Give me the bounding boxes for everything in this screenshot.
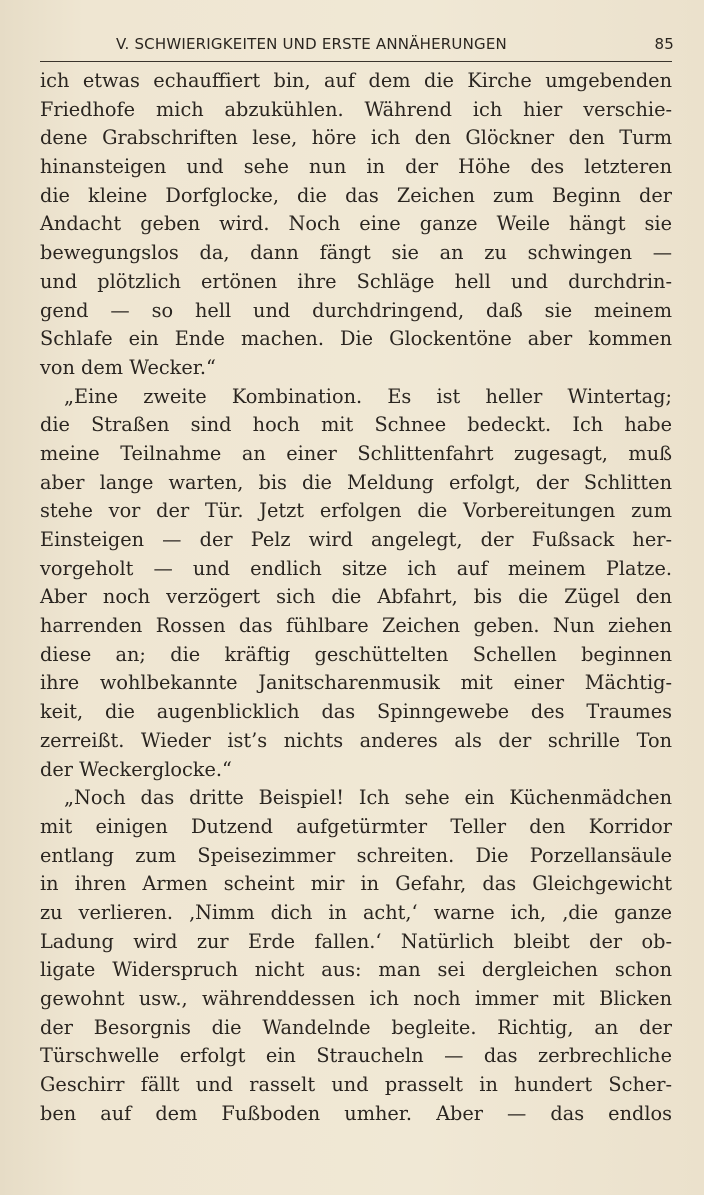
text-line: „Eine zweite Kombination. Es ist heller Wintertag; <box>64 384 672 408</box>
text-line: gend — so hell und durchdringend, daß sie meinem <box>40 298 672 322</box>
text-line: meine Teilnahme an einer Schlittenfahrt zugesagt, muß <box>40 441 672 465</box>
page-number: 85 <box>654 35 674 53</box>
text-line: ich etwas echauffiert bin, auf dem die Kirche umgebenden <box>40 69 672 92</box>
text-line: der Weckerglocke.“ <box>40 757 232 781</box>
body-text <box>40 67 672 1128</box>
text-line: „Noch das dritte Beispiel! Ich sehe ein Küchenmädchen <box>64 786 672 810</box>
text-line: ben auf dem Fußboden umher. Aber — das endlos <box>40 1101 672 1125</box>
text-line: Türschwelle erfolgt ein Straucheln — das zerbrechliche <box>40 1044 672 1068</box>
text-line: hinansteigen und sehe nun in der Höhe des letzteren <box>40 155 672 179</box>
text-line: zerreißt. Wieder ist’s nichts anderes als der schrille Ton <box>40 728 672 752</box>
text-line: entlang zum Speisezimmer schreiten. Die Porzellansäule <box>40 843 672 867</box>
text-line: zu verlieren. ‚Nimm dich in acht,‘ warne ich, ‚die ganze <box>40 900 672 924</box>
text-line: die Straßen sind hoch mit Schnee bedeckt. Ich habe <box>40 413 672 437</box>
text-line: vorgeholt — und endlich sitze ich auf meinem Platze. <box>40 556 672 580</box>
text-line: ligate Widerspruch nicht aus: man sei dergleichen schon <box>40 958 672 982</box>
text-line: keit, die augenblicklich das Spinngewebe des Traumes <box>40 700 672 724</box>
chapter-title: V. SCHWIERIGKEITEN UND ERSTE ANNÄHERUNGEN <box>116 35 507 53</box>
text-line: der Besorgnis die Wandelnde begleite. Richtig, an der <box>40 1015 672 1039</box>
text-line: die kleine Dorfglocke, die das Zeichen zum Beginn der <box>40 183 672 207</box>
text-line: Andacht geben wird. Noch eine ganze Weile hängt sie <box>40 212 672 236</box>
text-line: in ihren Armen scheint mir in Gefahr, das Gleichgewicht <box>40 872 672 896</box>
text-line: aber lange warten, bis die Meldung erfolgt, der Schlitten <box>40 470 672 494</box>
text-line: harrenden Rossen das fühlbare Zeichen geben. Nun ziehen <box>40 614 672 638</box>
text-line: dene Grabschriften lese, höre ich den Glöckner den Turm <box>40 126 672 150</box>
text-line: bewegungslos da, dann fängt sie an zu schwingen — <box>40 241 672 265</box>
text-line: Friedhofe mich abzukühlen. Während ich hier verschie- <box>40 97 672 121</box>
running-head <box>40 33 674 59</box>
text-line: Einsteigen — der Pelz wird angelegt, der Fußsack her- <box>40 528 672 551</box>
text-line: Aber noch verzögert sich die Abfahrt, bis die Zügel den <box>40 585 672 609</box>
text-line: diese an; die kräftig geschüttelten Schellen beginnen <box>40 642 672 666</box>
text-line: gewohnt usw., währenddessen ich noch immer mit Blicken <box>40 987 672 1010</box>
text-line: ihre wohlbekannte Janitscharenmusik mit einer Mächtig- <box>40 671 672 695</box>
text-line: Geschirr fällt und rasselt und prasselt in hundert Scher- <box>40 1073 672 1097</box>
text-line: mit einigen Dutzend aufgetürmter Teller den Korridor <box>40 814 672 838</box>
text-line: von dem Wecker.“ <box>40 355 216 379</box>
text-line: Ladung wird zur Erde fallen.‘ Natürlich bleibt der ob- <box>40 929 672 953</box>
header-rule <box>40 61 672 62</box>
text-line: stehe vor der Tür. Jetzt erfolgen die Vorbereitungen zum <box>40 499 672 523</box>
text-line: und plötzlich ertönen ihre Schläge hell und durchdrin- <box>40 269 672 293</box>
text-line: Schlafe ein Ende machen. Die Glockentöne aber kommen <box>40 327 672 351</box>
